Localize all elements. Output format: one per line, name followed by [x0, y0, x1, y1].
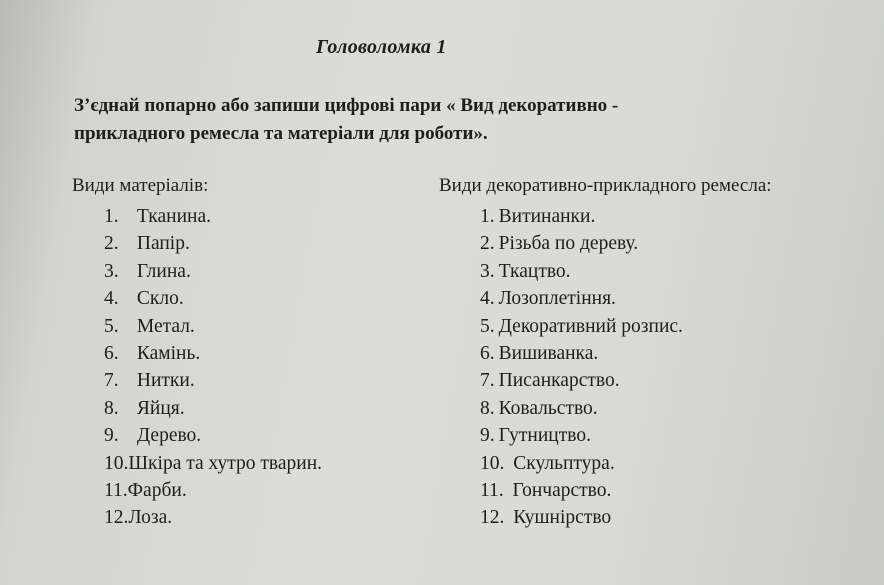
crafts-item-text: Кушнірство	[513, 507, 612, 529]
materials-item-text: Дерево.	[136, 425, 202, 447]
materials-item-number: 8.	[104, 397, 119, 419]
crafts-item-text: Гончарство.	[512, 479, 612, 501]
crafts-item-text: Ковальство.	[498, 397, 598, 419]
materials-item	[104, 422, 322, 449]
crafts-list	[480, 203, 683, 532]
materials-item	[104, 258, 322, 285]
crafts-item-text: Вишиванка.	[498, 342, 599, 364]
materials-item	[104, 395, 322, 422]
materials-item	[104, 477, 322, 504]
crafts-item	[480, 203, 683, 230]
materials-list	[104, 203, 322, 532]
materials-item-text: Фарби.	[127, 479, 187, 501]
materials-item-text: Глина.	[136, 260, 191, 282]
materials-item	[104, 203, 322, 230]
crafts-item-number: 12.	[480, 507, 505, 529]
crafts-item-text: Писанкарство.	[498, 370, 620, 392]
crafts-item-number: 6.	[480, 342, 495, 364]
crafts-item	[480, 285, 683, 312]
materials-item-text: Скло.	[136, 288, 184, 310]
crafts-item-text: Різьба по дереву.	[498, 233, 639, 255]
crafts-item-number: 5.	[480, 315, 495, 337]
materials-item-number: 2.	[104, 233, 119, 255]
crafts-item	[480, 367, 683, 394]
crafts-item-number: 10.	[480, 452, 505, 474]
crafts-item	[480, 450, 683, 477]
crafts-item	[480, 340, 683, 367]
crafts-item-text: Декоративний розпис.	[498, 315, 683, 337]
crafts-item-number: 4.	[480, 288, 495, 310]
crafts-item-text: Скульптура.	[513, 452, 615, 474]
materials-item-number: 12.	[104, 507, 129, 529]
crafts-item-text: Гутництво.	[498, 425, 591, 447]
materials-item-number: 10.	[104, 452, 129, 474]
materials-item-number: 7.	[104, 370, 119, 392]
crafts-item	[480, 422, 683, 449]
materials-item-text: Яйця.	[136, 397, 185, 419]
materials-item-text: Нитки.	[136, 370, 195, 392]
materials-item	[104, 450, 322, 477]
crafts-item	[480, 395, 683, 422]
materials-item-number: 9.	[104, 425, 119, 447]
materials-item-number: 3.	[104, 260, 119, 282]
crafts-item-number: 2.	[480, 233, 495, 255]
crafts-item	[480, 313, 683, 340]
puzzle-title: Головоломка 1	[316, 36, 447, 58]
materials-item-text: Камінь.	[136, 342, 201, 364]
crafts-item-number: 1.	[480, 206, 495, 227]
materials-item	[104, 367, 322, 394]
crafts-item-number: 9.	[480, 425, 495, 447]
crafts-header: Види декоративно-прикладного ремесла:	[439, 175, 772, 196]
materials-item	[104, 313, 322, 340]
materials-item	[104, 340, 322, 367]
crafts-item-number: 11.	[480, 479, 504, 501]
materials-item-number: 11.	[104, 479, 128, 501]
crafts-item-text: Лозоплетіння.	[498, 288, 616, 310]
materials-item-text: Тканина.	[136, 206, 211, 227]
instruction-line-2: прикладного ремесла та матеріали для роботи».	[74, 123, 488, 144]
materials-item-text: Папір.	[136, 233, 190, 255]
crafts-item-text: Ткацтво.	[498, 260, 571, 282]
crafts-item	[480, 230, 683, 257]
crafts-item-number: 8.	[480, 397, 495, 419]
crafts-item	[480, 477, 683, 504]
materials-item	[104, 285, 322, 312]
materials-header: Види матеріалів:	[72, 175, 209, 196]
materials-item	[104, 504, 322, 531]
task-instruction	[74, 92, 854, 148]
crafts-item-number: 7.	[480, 370, 495, 392]
materials-item-text: Шкіра та хутро тварин.	[128, 452, 323, 474]
materials-item	[104, 230, 322, 257]
materials-item-text: Лоза.	[128, 507, 173, 529]
materials-item-number: 6.	[104, 342, 119, 364]
crafts-item-number: 3.	[480, 260, 495, 282]
materials-item-number: 5.	[104, 315, 119, 337]
crafts-item-text: Витинанки.	[498, 206, 596, 227]
materials-item-number: 1.	[104, 206, 119, 227]
crafts-item	[480, 504, 683, 531]
materials-item-text: Метал.	[136, 315, 195, 337]
materials-item-number: 4.	[104, 288, 119, 310]
instruction-line-1: З’єднай попарно або запиши цифрові пари « Вид декоративно -	[74, 95, 619, 116]
crafts-item	[480, 258, 683, 285]
